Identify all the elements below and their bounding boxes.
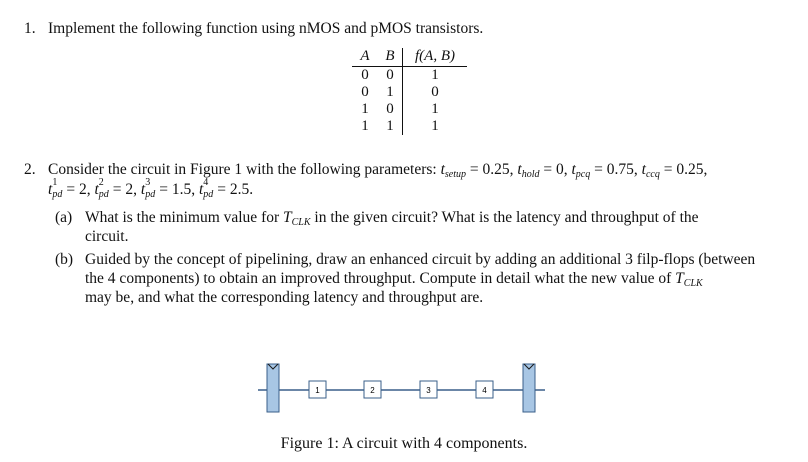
truth-table-header-a: A [352,48,378,67]
q2b-line1: Guided by the concept of pipelining, draw an enhanced circuit by adding an additional 3 filp-flops (between [85,251,756,268]
truth-table-cell: 1 [431,101,439,117]
q2-number: 2. [24,161,36,178]
truth-table-cell: 0 [378,67,403,85]
q2-params-line2: t 1 pd = 2, t 2 pd = 2, t 3 pd = 1.5, t 4 pd = 2.5. [48,177,254,200]
component-3 [420,381,437,398]
component-1-label: 1 [315,386,320,395]
q2a-line1: What is the minimum value for $T_{CLK}$ in the given circuit? What is the latency and throughput of the [85,209,699,228]
component-2 [364,381,381,398]
q1-text: Implement the following function using nMOS and pMOS transistors. [48,20,484,37]
flip-flop-right [523,364,535,412]
component-1 [309,381,326,398]
q2b-line3: may be, and what the corresponding latency and throughput are. [85,289,484,306]
truth-table-cell: 0 [361,84,369,100]
q2b-text-2: the 4 components) to obtain an improved throughput. Compute in detail what the new value of [85,270,672,287]
component-4-label: 4 [482,386,487,395]
truth-table-cell: 0 [431,84,439,100]
component-4 [476,381,493,398]
truth-table-header-b: B [378,48,403,67]
truth-table-cell: 1 [361,101,369,117]
flip-flop-left [267,364,279,412]
q2b-label: (b) [55,251,74,268]
truth-table-cell: 0 [361,67,369,83]
param-t-pcq: 0.75 [606,161,634,178]
component-2-label: 2 [370,386,375,395]
q2a-text-2: in the given circuit? What is the latency and throughput of the [314,209,699,226]
truth-table-cell: 0 [378,101,403,118]
circuit-figure [0,360,808,420]
truth-table-cell: 1 [378,118,403,135]
truth-table-cell: 1 [378,84,403,101]
figure-caption: Figure 1: A circuit with 4 components. [280,435,528,452]
table-row [352,67,467,85]
truth-table-cell: 1 [431,118,439,134]
truth-table-cell: 1 [361,118,369,134]
param-t-hold: 0 [555,161,564,178]
q2-intro: Consider the circuit in Figure 1 with the following parameters: [48,161,437,178]
table-row [352,101,467,118]
q2a-label: (a) [55,209,73,226]
truth-table-cell: 1 [431,67,439,83]
param-t2-pd: 2 [125,181,134,198]
component-3-label: 3 [426,386,431,395]
truth-table-header-f: f(A, B) [403,48,468,67]
param-t4-pd: 2.5 [229,181,250,198]
q1-number: 1. [24,20,36,37]
table-row [352,84,467,101]
table-row [352,118,467,135]
param-t1-pd: 2 [78,181,87,198]
q2a-line2: circuit. [85,228,129,245]
truth-table [352,48,467,135]
q2b-line2: the 4 components) to obtain an improved throughput. Compute in detail what the new value of $T_{CLK}$ [85,270,703,289]
param-t-ccq: 0.25 [676,161,704,178]
param-t3-pd: 1.5 [171,181,192,198]
q2-params-line1: Consider the circuit in Figure 1 with the following parameters: $t_{setup} = 0.25$, $t_{hold} = 0$, $t_{pcq} = 0.75$, $t_{ccq} = 0.25$, [48,161,708,180]
param-t-setup: 0.25 [482,161,510,178]
q2a-text-1: What is the minimum value for [85,209,280,226]
